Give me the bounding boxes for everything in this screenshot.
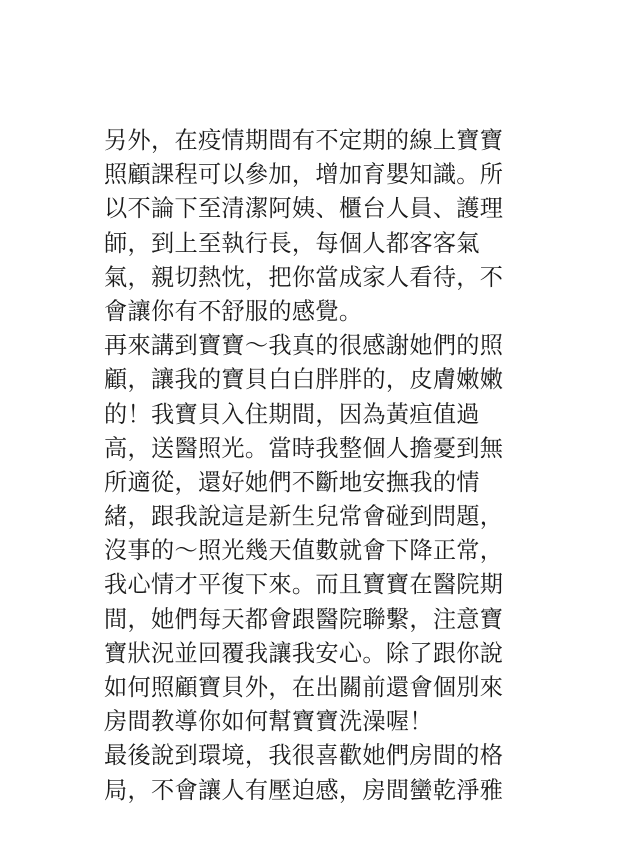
text-line-12: 緒，跟我說這是新生兒常會碰到問題， [104,503,504,531]
text-line-10: 高，送醫照光。當時我整個人擔憂到無 [104,434,504,462]
text-line-16: 寶狀況並回覆我讓我安心。除了跟你說 [104,639,504,667]
text-line-3: 以不論下至清潔阿姨、櫃台人員、護理 [104,195,504,223]
text-line-1: 另外，在疫情期間有不定期的線上寶寶 [104,127,504,154]
text-line-14: 我心情才平復下來。而且寶寶在醫院期 [104,571,504,599]
text-line-13: 沒事的～照光幾天值數就會下降正常， [104,537,504,565]
text-line-9: 的！我寶貝入住期間，因為黃疸值過 [104,400,480,428]
text-line-15: 間，她們每天都會跟醫院聯繫，注意寶 [104,605,504,633]
text-line-19: 最後說到環境，我很喜歡她們房間的格 [104,742,504,770]
text-line-5: 氣，親切熱忱，把你當成家人看待，不 [104,263,504,291]
text-line-20: 局，不會讓人有壓迫感，房間蠻乾淨雅 [104,776,504,804]
text-line-7: 再來講到寶寶～我真的很感謝她們的照 [104,332,504,360]
body-text [104,124,534,808]
text-line-6: 會讓你有不舒服的感覺。 [104,297,363,325]
text-line-8: 顧，讓我的寶貝白白胖胖的，皮膚嫩嫩 [104,366,504,394]
text-line-11: 所適從，還好她們不斷地安撫我的情 [104,468,480,496]
text-line-17: 如何照顧寶貝外，在出關前還會個別來 [104,674,504,701]
text-line-18: 房間教導你如何幫寶寶洗澡喔！ [104,708,433,736]
text-line-4: 師，到上至執行長，每個人都客客氣 [104,229,480,257]
text-line-2: 照顧課程可以參加，增加育嬰知識。所 [104,161,504,189]
